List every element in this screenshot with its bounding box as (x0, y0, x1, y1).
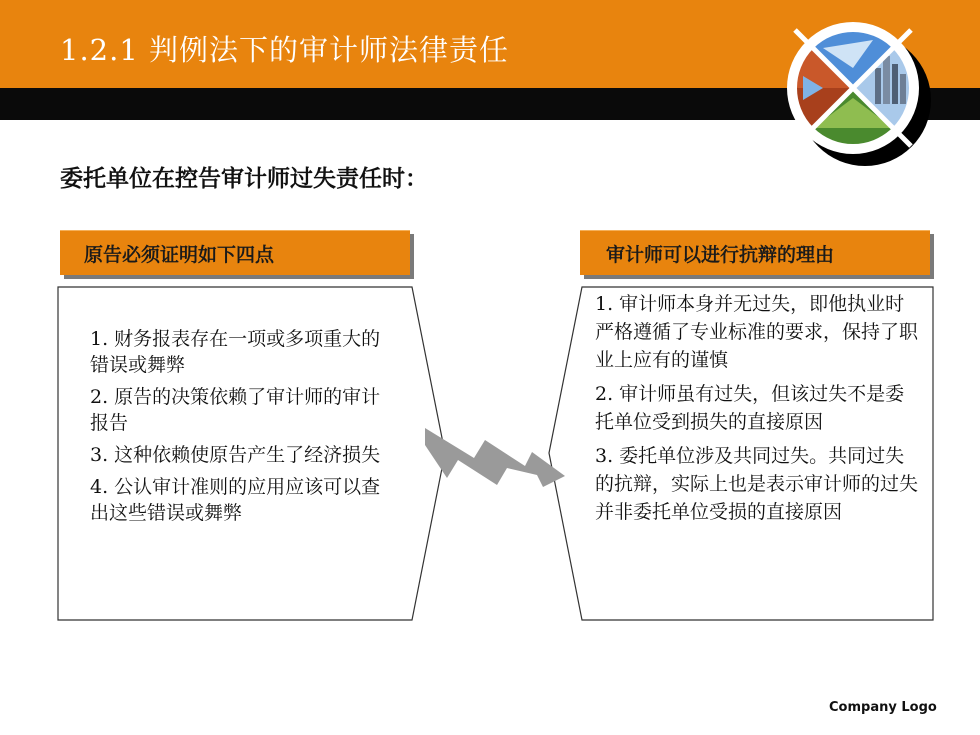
left-panel-content (90, 326, 390, 532)
left-panel-header-text: 原告必须证明如下四点 (84, 244, 275, 266)
list-item: 2. 原告的决策依赖了审计师的审计报告 (90, 386, 381, 434)
list-item: 2. 审计师虽有过失，但该过失不是委托单位受到损失的直接原因 (595, 383, 905, 433)
zigzag-arrow-icon (425, 428, 565, 487)
list-item: 3. 这种依赖使原告产生了经济损失 (90, 444, 381, 466)
list-item: 1. 财务报表存在一项或多项重大的错误或舞弊 (90, 328, 381, 376)
list-item: 3. 委托单位涉及共同过失。共同过失的抗辩，实际上也是表示审计师的过失并非委托单位受损的直接原因 (595, 445, 919, 523)
list-item: 4. 公认审计准则的应用应该可以查出这些错误或舞弊 (90, 476, 381, 524)
slide-title: 1.2.1 判例法下的审计师法律责任 (60, 33, 510, 67)
right-panel-header-text: 审计师可以进行抗辩的理由 (606, 244, 835, 266)
company-logo-text: Company Logo (829, 700, 937, 715)
subtitle: 委托单位在控告审计师过失责任时： (60, 166, 428, 192)
list-item: 1. 审计师本身并无过失，即他执业时严格遵循了专业标准的要求，保持了职业上应有的谨慎 (595, 293, 919, 371)
right-panel-content (595, 290, 920, 532)
